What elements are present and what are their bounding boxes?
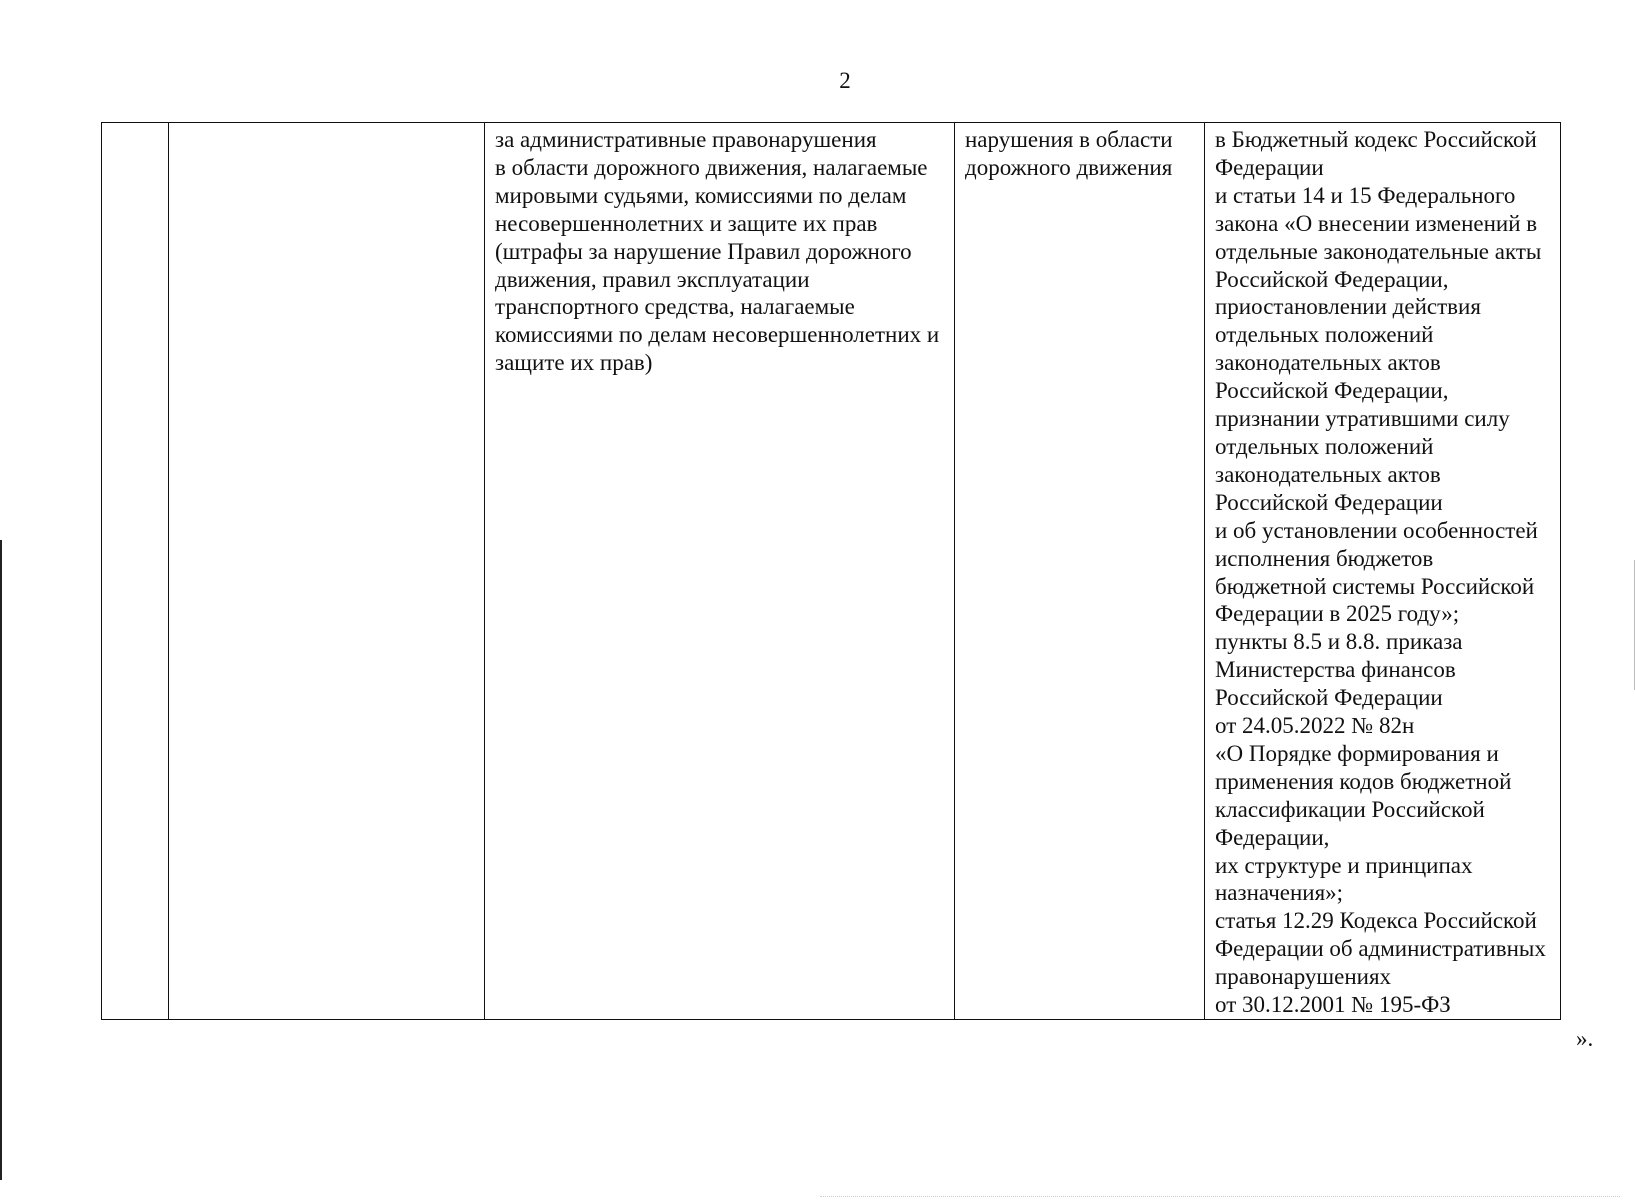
scan-left-edge [0, 540, 2, 1180]
scan-artifact [820, 1196, 1620, 1198]
page-number: 2 [839, 68, 851, 93]
document-table [101, 122, 1561, 1020]
table-cell-category: нарушения в области дорожного движения [955, 123, 1205, 1020]
table-cell-code [169, 123, 485, 1020]
table-cell-legal-basis: в Бюджетный кодекс Российской Федерации и статьи 14 и 15 Федерального закона «О внесении изменений в отдельные законодательные акты Российской Федерации, приостановлении действия отдельных положений законодательных актов Российской Федерации, признании утратившими силу отдельных положений законодательных актов Российской Федерации и об установлении особенностей исполнения бюджетов бюджетной системы Российской Федерации в 2025 году»; пункты 8.5 и 8.8. приказа Министерства финансов Российской Федерации от 24.05.2022 № 82н «О Порядке формирования и применения кодов бюджетной классификации Российской Федерации, их структуре и принципах назначения»; статья 12.29 Кодекса Российской Федерации об административных правонарушениях от 30.12.2001 № 195-ФЗ [1205, 123, 1561, 1020]
table-cell-number [102, 123, 169, 1020]
table-cell-revenue-name: за административные правонарушения в области дорожного движения, налагаемые мировыми судьями, комиссиями по делам несовершеннолетних и защите их прав (штрафы за нарушение Правил дорожного движения, правил эксплуатации транспортного средства, налагаемые комиссиями по делам несовершеннолетних и защите их прав) [485, 123, 955, 1020]
table-row [102, 123, 1561, 1020]
closing-quote: ». [1576, 1026, 1594, 1051]
